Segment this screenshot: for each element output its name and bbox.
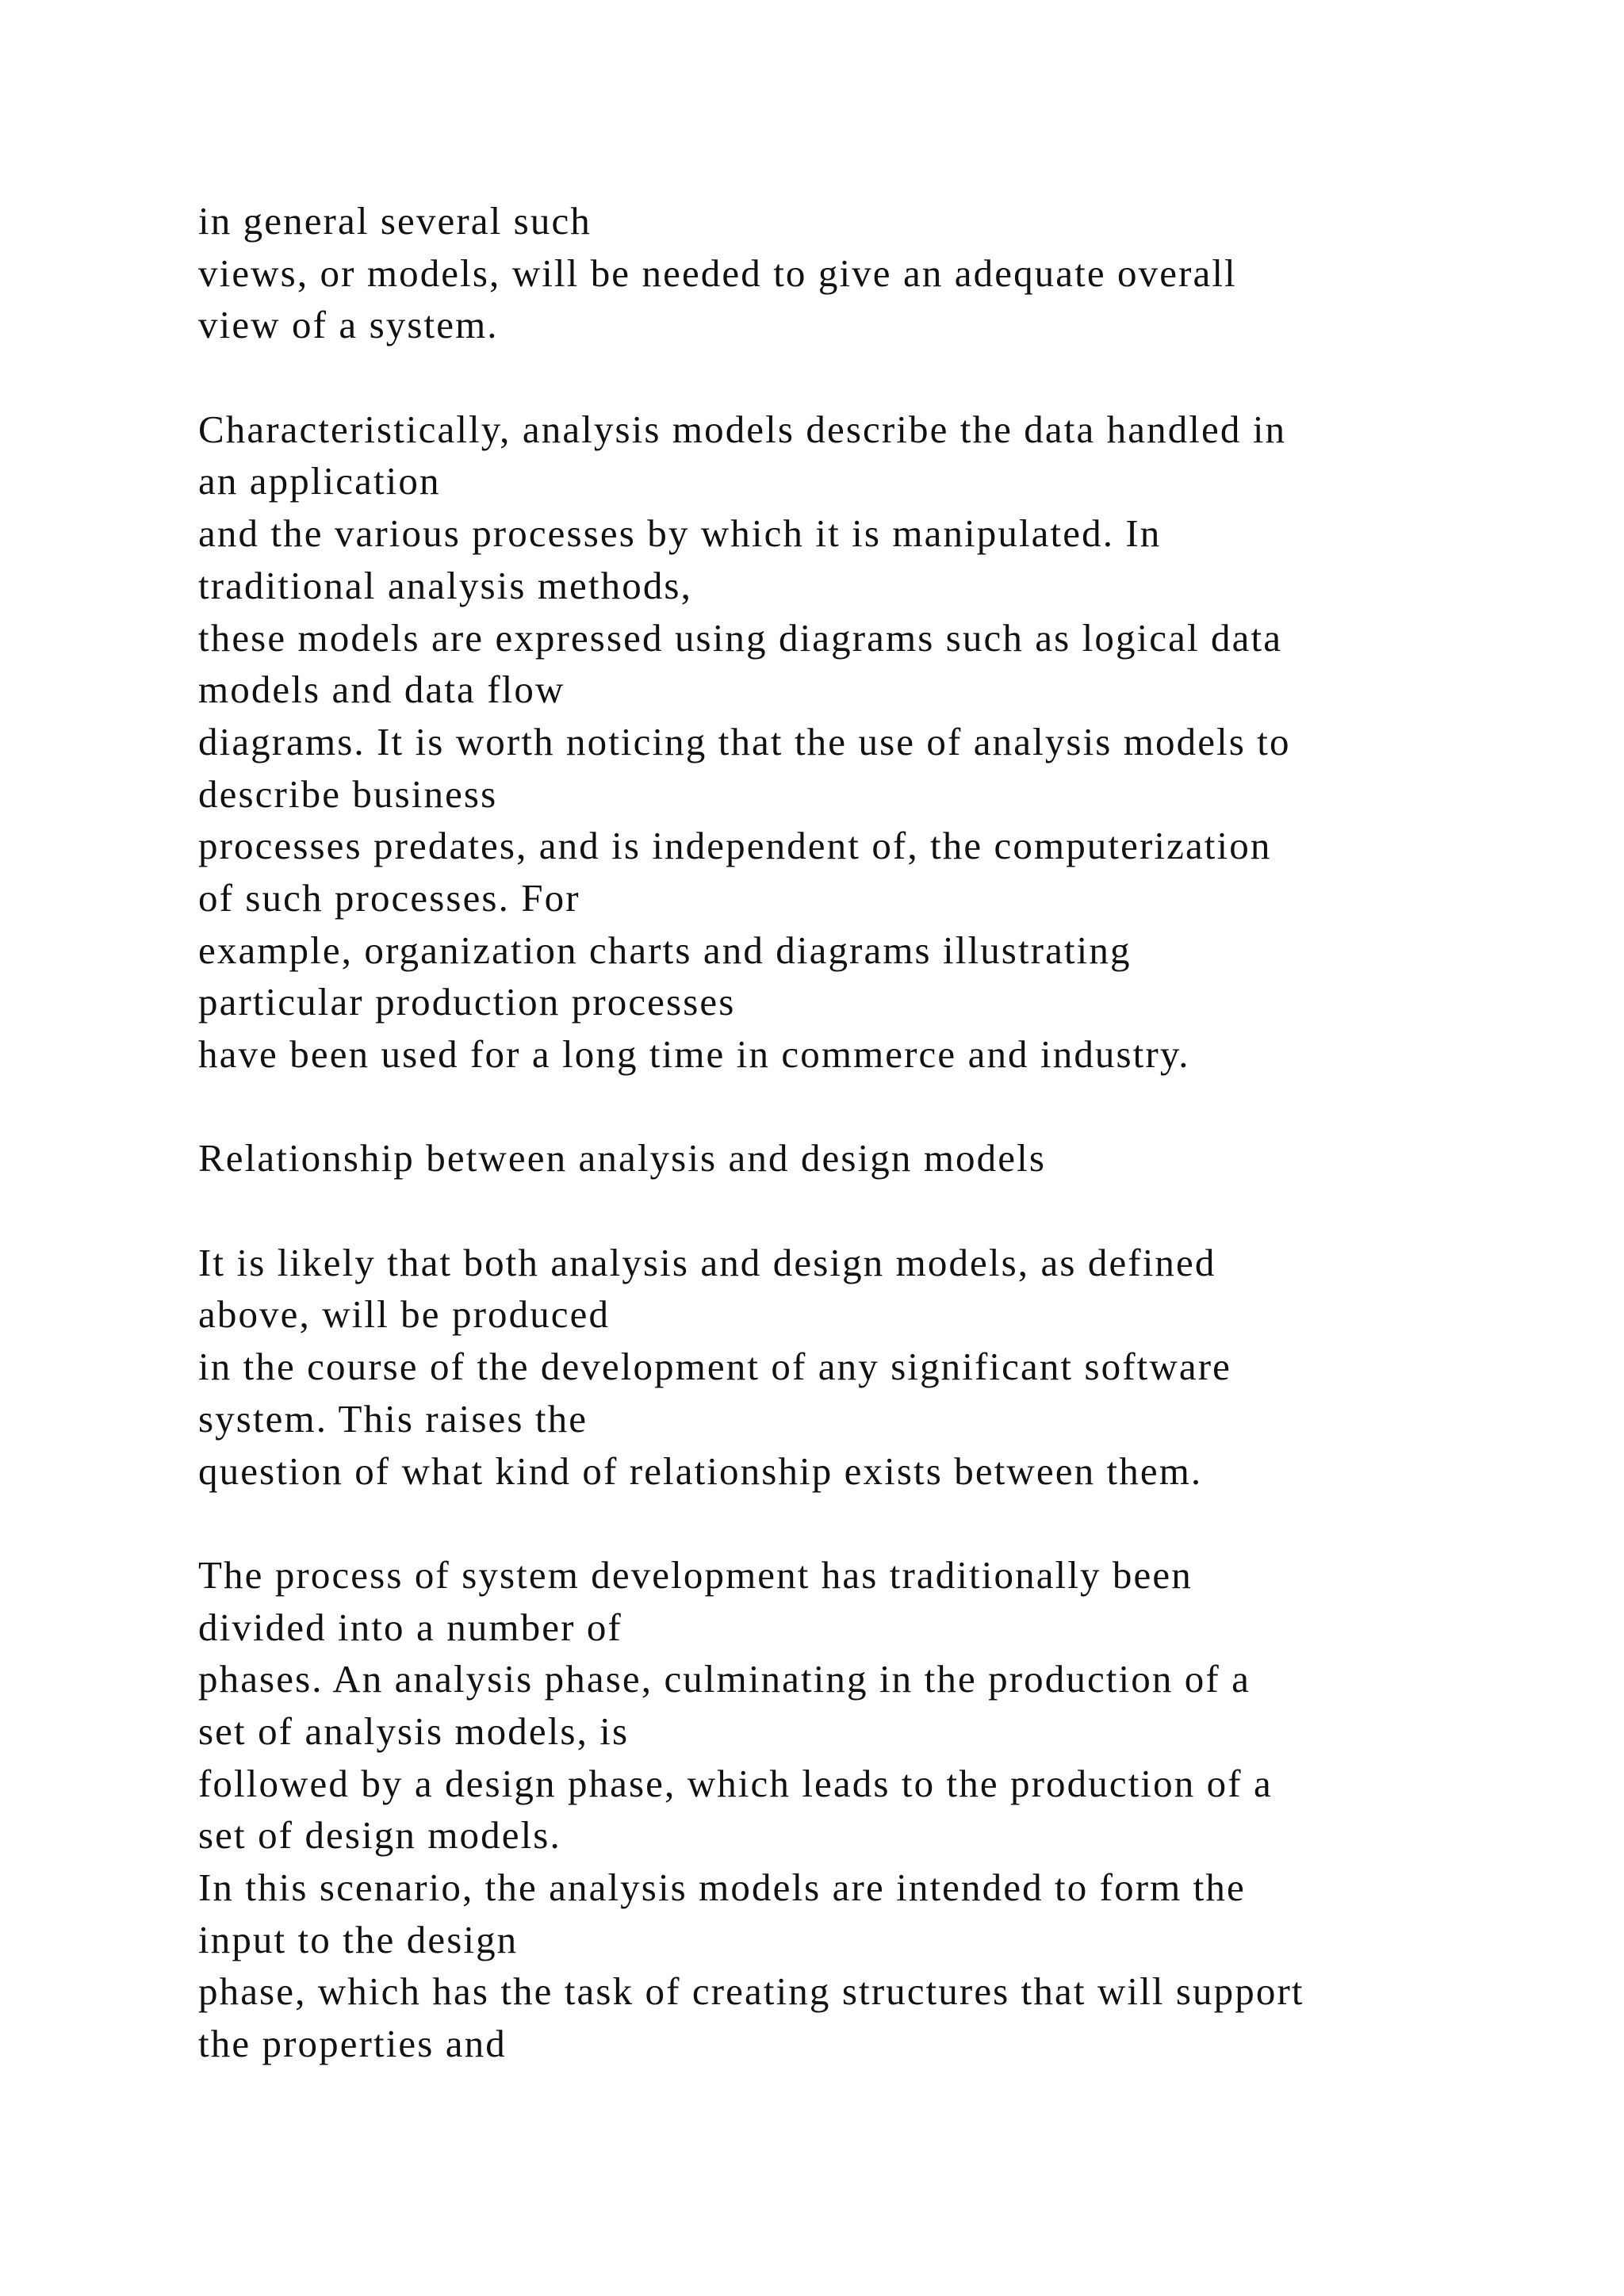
text-line: views, or models, will be needed to give an adequate overall: [198, 251, 1237, 295]
text-line: Characteristically, analysis models describe the data handled in: [198, 407, 1287, 451]
text-line: view of a system.: [198, 303, 499, 347]
text-line: of such processes. For: [198, 875, 580, 920]
document-body: [198, 195, 1546, 2070]
text-line: The process of system development has traditionally been: [198, 1552, 1193, 1597]
text-line: models and data flow: [198, 668, 565, 712]
text-line: followed by a design phase, which leads to the production of a: [198, 1761, 1273, 1805]
text-line: example, organization charts and diagrams illustrating: [198, 928, 1132, 972]
paragraph-gap: [198, 1184, 1546, 1237]
paragraph-gap: [198, 1081, 1546, 1133]
text-line: diagrams. It is worth noticing that the use of analysis models to: [198, 719, 1291, 763]
section-heading: Relationship between analysis and design models: [198, 1136, 1046, 1181]
text-line: above, will be produced: [198, 1292, 611, 1337]
text-line: system. This raises the: [198, 1396, 588, 1441]
text-line: phases. An analysis phase, culminating in the production of a: [198, 1657, 1251, 1701]
text-line: have been used for a long time in commerce and industry.: [198, 1032, 1190, 1076]
paragraph-gap: [198, 351, 1546, 404]
text-line: divided into a number of: [198, 1605, 622, 1649]
text-line: describe business: [198, 771, 498, 816]
text-line: in general several such: [198, 199, 592, 243]
text-line: traditional analysis methods,: [198, 563, 692, 607]
text-line: processes predates, and is independent of, the computerization: [198, 824, 1272, 868]
text-line: these models are expressed using diagrams such as logical data: [198, 615, 1283, 660]
text-line: question of what kind of relationship exists between them.: [198, 1448, 1203, 1493]
text-line: particular production processes: [198, 980, 736, 1024]
text-line: input to the design: [198, 1917, 519, 1961]
text-line: the properties and: [198, 2022, 507, 2066]
text-line: phase, which has the task of creating structures that will support: [198, 1969, 1304, 2014]
text-line: and the various processes by which it is manipulated. In: [198, 511, 1162, 556]
text-line: in the course of the development of any significant software: [198, 1345, 1231, 1389]
text-line: In this scenario, the analysis models are intended to form the: [198, 1866, 1246, 1909]
text-line: set of analysis models, is: [198, 1709, 630, 1753]
text-line: It is likely that both analysis and design models, as defined: [198, 1240, 1216, 1284]
paragraph-gap: [198, 1497, 1546, 1549]
text-line: an application: [198, 459, 441, 503]
text-line: set of design models.: [198, 1813, 561, 1858]
